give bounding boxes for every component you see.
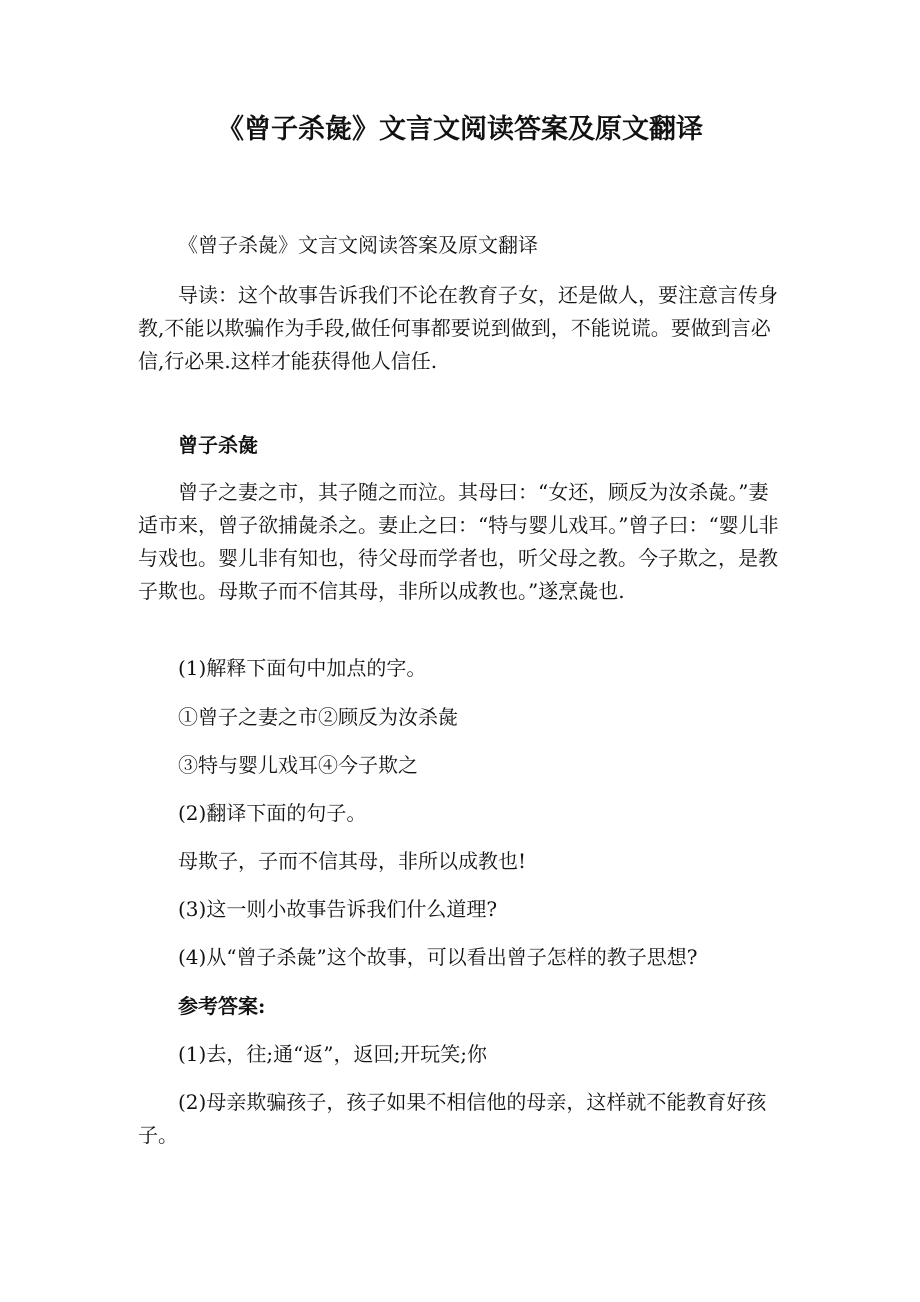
question-1: (1)解释下面句中加点的字。 bbox=[178, 656, 427, 680]
document-title: 《曾子杀彘》文言文阅读答案及原文翻译 bbox=[217, 114, 703, 145]
subtitle: 《曾子杀彘》文言文阅读答案及原文翻译 bbox=[178, 233, 538, 257]
story-paragraph: 曾子之妻之市，其子随之而泣。其母曰：“女还，顾反为汝杀彘。”妻适市来，曾子欲捕彘杀之。妻止之曰：“特与婴儿戏耳。”曾子曰：“婴儿非与戏也。婴儿非有知也，待父母而学者也，听父母之教。今子欺之，是教子欺也。母欺子而不信其母，非所以成教也。”遂烹彘也. bbox=[138, 480, 779, 603]
question-2: (2)翻译下面的句子。 bbox=[178, 801, 367, 825]
answer-2: (2)母亲欺骗孩子，孩子如果不相信他的母亲，这样就不能教育好孩子。 bbox=[138, 1090, 767, 1147]
question-1-items-a: ①曾子之妻之市②顾反为汝杀彘 bbox=[178, 705, 458, 729]
answers-heading: 参考答案: bbox=[178, 994, 266, 1018]
answer-1: (1)去，往;通“返”，返回;开玩笑;你 bbox=[178, 1042, 487, 1066]
question-2-sentence: 母欺子，子而不信其母，非所以成教也! bbox=[178, 849, 527, 873]
intro-paragraph: 导读：这个故事告诉我们不论在教育子女，还是做人，要注意言传身教,不能以欺骗作为手段,做任何事都要说到做到，不能说谎。要做到言必信,行必果.这样才能获得他人信任. bbox=[138, 283, 778, 373]
story-heading: 曾子杀彘 bbox=[178, 433, 258, 457]
question-4: (4)从“曾子杀彘”这个故事，可以看出曾子怎样的教子思想? bbox=[178, 945, 698, 969]
question-3: (3)这一则小故事告诉我们什么道理? bbox=[178, 897, 498, 921]
question-1-items-b: ③特与婴儿戏耳④今子欺之 bbox=[178, 753, 418, 777]
